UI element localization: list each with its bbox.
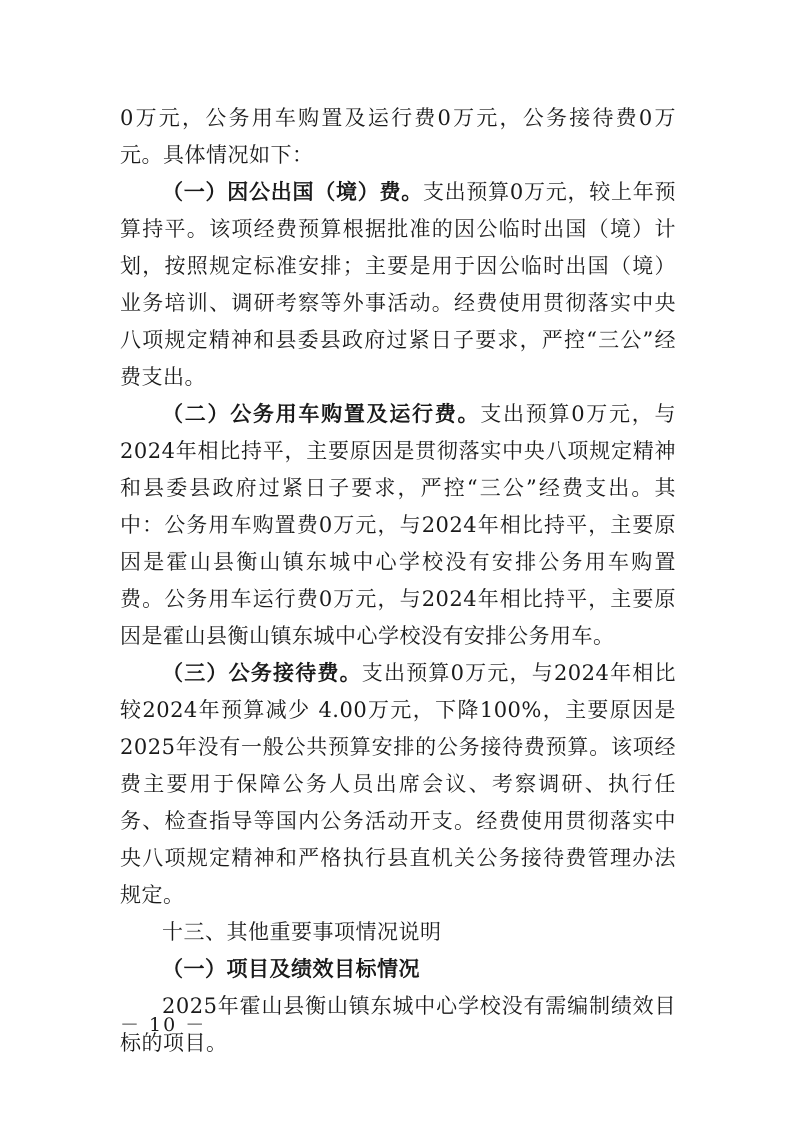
paragraph-vehicle-costs: [120, 396, 676, 655]
paragraph-intro-continuation: [120, 100, 676, 174]
paragraph-text: 2025年霍山县衡山镇东城中心学校没有需编制绩效目标的项目。: [120, 994, 676, 1055]
paragraph-text: 支出预算0万元，与2024年相比较2024年预算减少 4.00万元，下降100%，主要原因是2025年没有一般公共预算安排的公务接待费预算。该项经费主要用于保障公务人员出席会议、考察调研、执行任务、检查指导等国内公务活动开支。经费使用贯彻落实中央八项规定精神和严格执行县直机关公务接待费管理办法规定。: [120, 661, 676, 907]
paragraph-travel-abroad: [120, 174, 676, 396]
document-body: [120, 100, 676, 1062]
paragraph-reception-costs: [120, 655, 676, 914]
paragraph-text: 支出预算0万元，较上年预算持平。该项经费预算根据批准的因公临时出国（境）计划，按照规定标准安排；主要是用于因公临时出国（境）业务培训、调研考察等外事活动。经费使用贯彻落实中央八项规定精神和县委县政府过紧日子要求，严控“三公”经费支出。: [120, 180, 676, 389]
section-heading: 十三、其他重要事项情况说明: [162, 920, 442, 944]
subsection-heading: （一）项目及绩效目标情况: [162, 957, 420, 981]
page-number: － 10 －: [120, 1014, 207, 1036]
paragraph-text: 0万元，公务用车购置及运行费0万元，公务接待费0万元。具体情况如下：: [120, 106, 676, 167]
paragraph-lead-vehicle-costs: （二）公务用车购置及运行费。: [162, 402, 481, 426]
paragraph-lead-reception-costs: （三）公务接待费。: [162, 661, 362, 685]
paragraph-lead-travel-abroad: （一）因公出国（境）费。: [162, 180, 423, 204]
paragraph-text: 支出预算0万元，与2024年相比持平，主要原因是贯彻落实中央八项规定精神和县委县政府过紧日子要求，严控“三公”经费支出。其中：公务用车购置费0万元，与2024年相比持平，主要原因是霍山县衡山镇东城中心学校没有安排公务用车购置费。公务用车运行费0万元，与2024年相比持平，主要原因是霍山县衡山镇东城中心学校没有安排公务用车。: [120, 402, 676, 648]
